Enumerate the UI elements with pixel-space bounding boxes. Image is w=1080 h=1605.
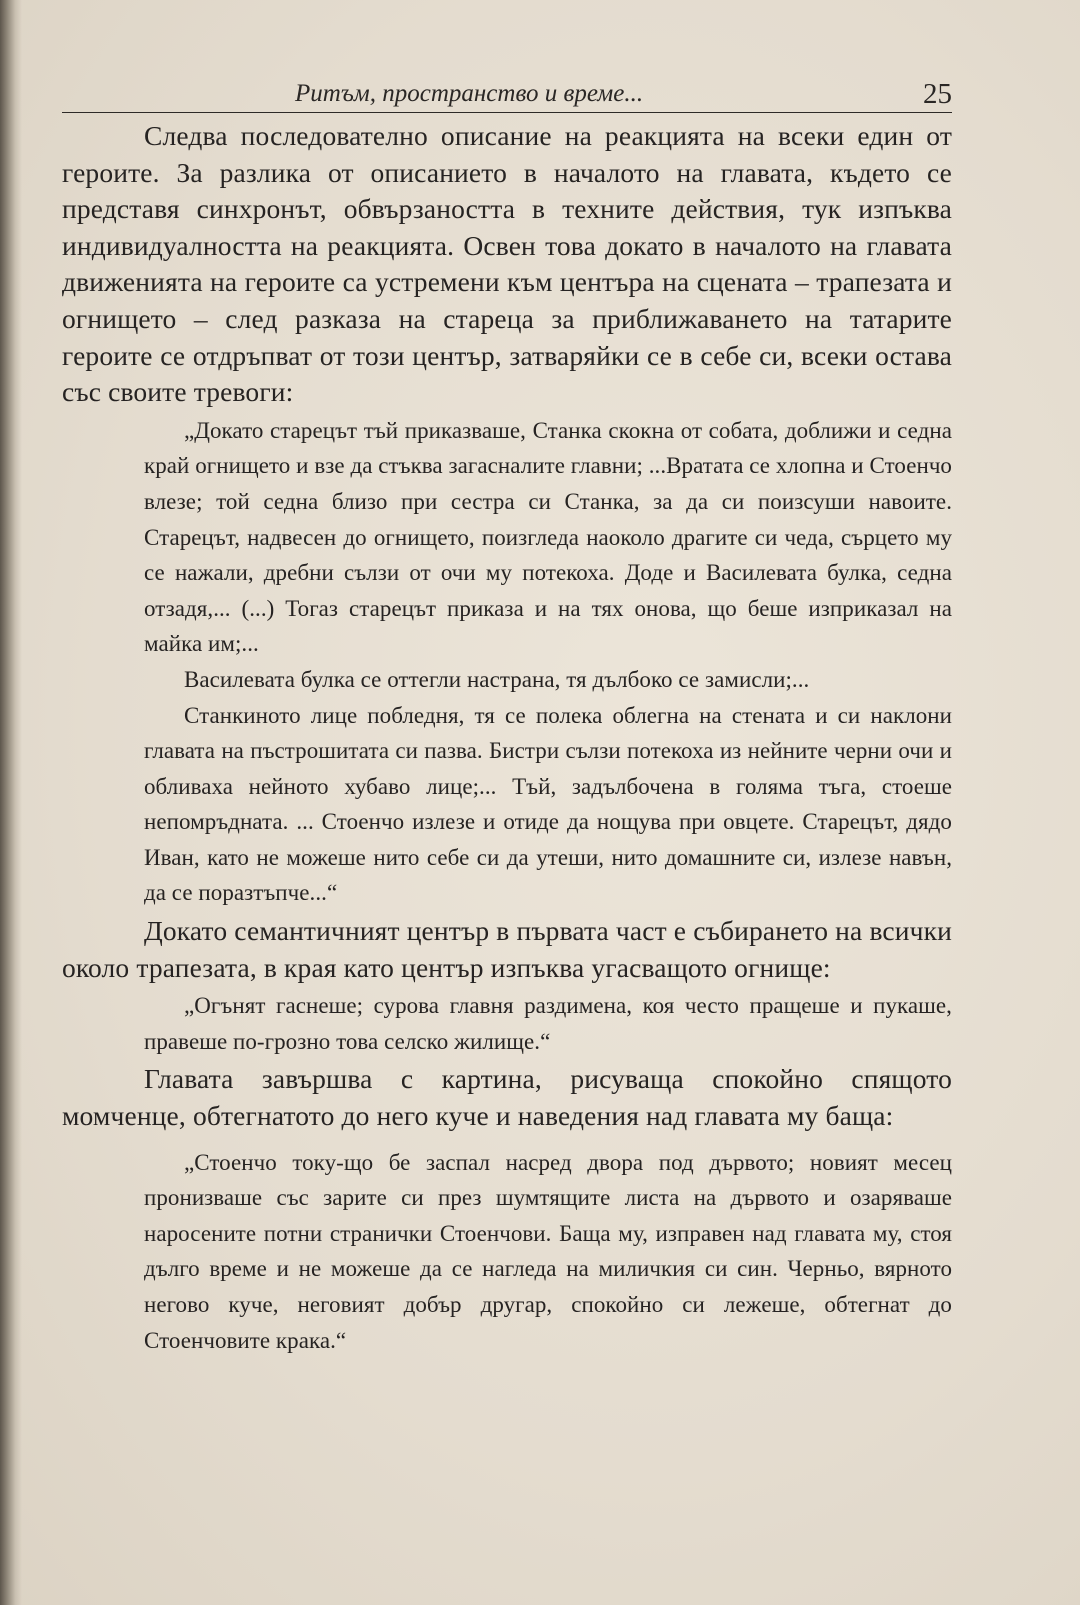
text-block	[62, 118, 952, 1358]
quote-1-paragraph-3: Станкиното лице побледня, тя се полека облегна на стената и си наклони главата на пъстрошитата си пазва. Бистри сълзи потекоха из нейните черни очи и обливаха нейното хубаво лице;... Тъй, задълбочена в голяма тъга, стоеше непомръдната. ... Стоенчо излезе и отиде да нощува при овцете. Старецът, дядо Иван, като не можеше нито себе си да утеши, нито домашните си, излезе навън, да се поразтъпче...“	[144, 702, 952, 906]
quote-2-text: „Огънят гаснеше; сурова главня раздимена, коя често пращеше и пукаше, правеше по-грозно това селско жилище.“	[144, 993, 952, 1054]
body-paragraph-3: Главата завършва с картина, рисуваща спокойно спящото момченце, обтегнатото до него куче и наведения над главата му баща:	[62, 1063, 952, 1132]
running-title: Ритъм, пространство и време...	[295, 80, 644, 107]
quote-block-3	[144, 1145, 952, 1359]
body-paragraph-2: Докато семантичният център в първата част е събирането на всички около трапезата, в края като център изпъква угасващото огнище:	[62, 915, 952, 983]
quote-block-1	[144, 413, 952, 911]
quote-block-2	[144, 988, 952, 1059]
running-head	[62, 78, 952, 113]
body-paragraph-1: Следва последователно описание на реакцията на всеки един от героите. За разлика от описанието в началото на главата, където се представя синхронът, обвързаността в техните действия, тук изпъква индивидуалността на реакцията. Освен това докато в началото на главата движенията на героите са устремени към центъра на сцената – трапезата и огнището – след разказа на стареца за приближаването на татарите героите се отдръпват от този център, затваряйки се в себе си, всеки остава със своите тревоги:	[62, 120, 952, 408]
quote-3-text: „Стоенчо току-що бе заспал насред двора под дървото; новият месец пронизваше със зарите си през шумтящите листа на дървото и озаряваше наросените потни странички Стоенчови. Баща му, изправен над главата му, стоя дълго време и не можеше да се нагледа на миличкия си син. Черньо, вярното негово куче, неговият добър другар, спокойно си лежеше, обтегнат до Стоенчовите крака.“	[144, 1149, 952, 1353]
spine-shadow	[0, 0, 22, 1605]
quote-1-paragraph-1: „Докато старецът тъй приказваше, Станка скокна от собата, доближи и седна край огнището и взе да стъква загасналите главни; ...Вратата се хлопна и Стоенчо влезе; той седна близо при сестра си Станка, за да си поизсуши навоите. Старецът, надвесен до огнището, поизгледа наоколо драгите си чеда, сърцето му се нажали, дребни сълзи от очи му потекоха. Доде и Василевата булка, седна отзадя,... (...) Тогаз старецът приказа и на тях онова, що беше изприказал на майка им;...	[144, 417, 952, 657]
quote-1-paragraph-2: Василевата булка се оттегли настрана, тя дълбоко се замисли;...	[184, 666, 810, 692]
page-number: 25	[923, 78, 952, 110]
